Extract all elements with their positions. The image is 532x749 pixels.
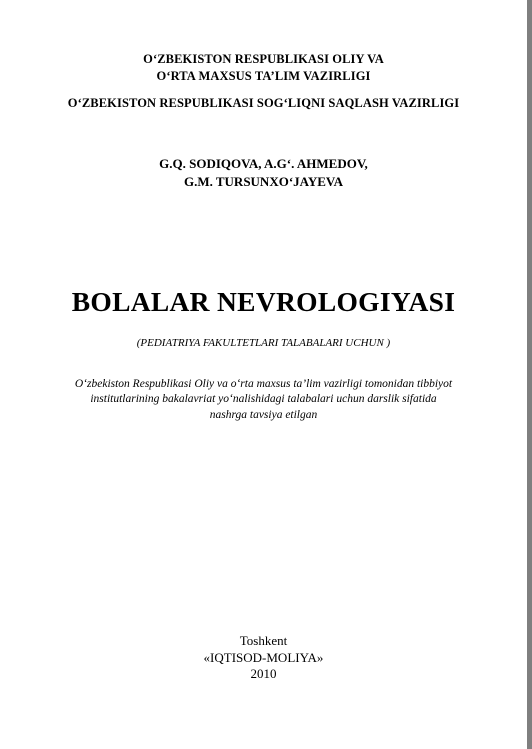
imprint-publisher: «IQTISOD-MOLIYA» xyxy=(203,650,324,665)
book-title: BOLALAR NEVROLOGIYASI xyxy=(71,286,456,317)
imprint-city: Toshkent xyxy=(239,633,288,648)
page-edge-shadow xyxy=(527,0,532,749)
recommendation-line-2: institutlarining bakalavriat yo‘nalishidagi talabalari uchun darslik sifatida xyxy=(90,393,437,405)
authors-line-2: G.M. TURSUNXO‘JAYEVA xyxy=(183,174,344,189)
ministry-2: O‘ZBEKISTON RESPUBLIKASI SOG‘LIQNI SAQLASH VAZIRLIGI xyxy=(67,96,460,110)
authors-line-1: G.Q. SODIQOVA, A.G‘. AHMEDOV, xyxy=(159,156,368,171)
ministry-1-line-2: O‘RTA MAXSUS TA’LIM VAZIRLIGI xyxy=(156,69,371,83)
recommendation-line-1: O‘zbekiston Respublikasi Oliy va o‘rta maxsus ta’lim vazirligi tomonidan tibbiyot xyxy=(74,378,453,390)
ministry-1-line-1: O‘ZBEKISTON RESPUBLIKASI OLIY VA xyxy=(143,52,384,66)
recommendation-line-3: nashrga tavsiya etilgan xyxy=(209,409,318,421)
book-subtitle: (PEDIATRIYA FAKULTETLARI TALABALARI UCHUN ) xyxy=(136,337,391,349)
imprint-year: 2010 xyxy=(250,666,277,681)
